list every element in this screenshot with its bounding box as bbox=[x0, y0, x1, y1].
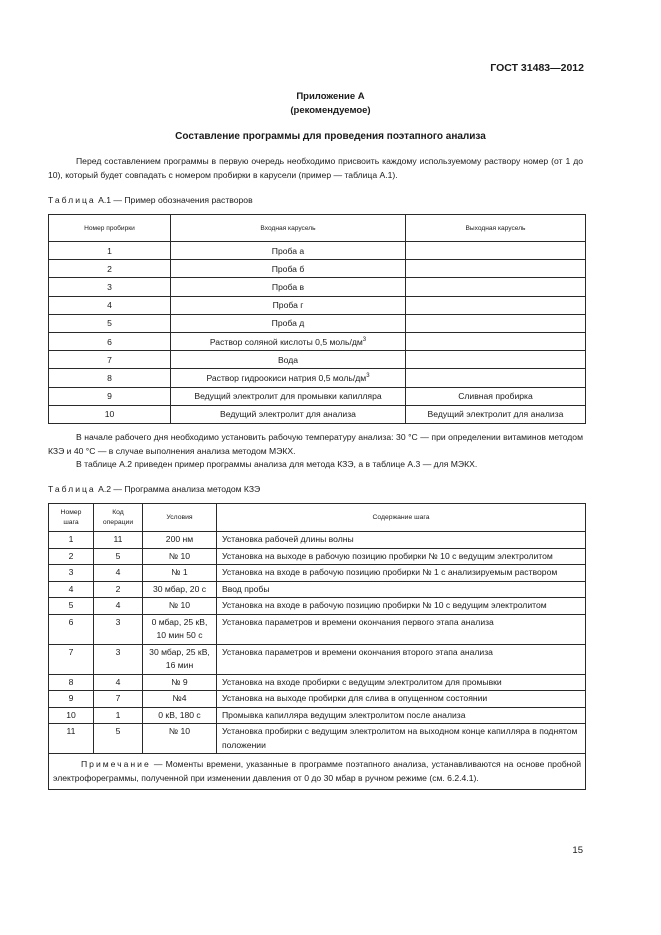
table2-caption bbox=[48, 484, 260, 494]
input-carousel-cell bbox=[171, 314, 406, 332]
page-number: 15 bbox=[572, 845, 583, 856]
input-carousel-text: Раствор соляной кислоты 0,5 моль/дм bbox=[209, 336, 363, 347]
output-carousel-cell bbox=[406, 314, 586, 332]
unit-superscript: 3 bbox=[366, 373, 370, 380]
table1-row bbox=[49, 278, 586, 296]
table2-row bbox=[49, 565, 586, 582]
note-label: Примечание bbox=[81, 759, 151, 769]
table1-header-output: Выходная карусель bbox=[406, 215, 586, 242]
section-title: Составление программы для проведения поэтапного анализа bbox=[175, 131, 486, 142]
table2-caption-text: А.2 — Программа анализа методом КЗЭ bbox=[98, 484, 261, 494]
table1-row bbox=[49, 387, 586, 405]
input-carousel-cell bbox=[171, 332, 406, 350]
step-content-cell: Промывка капилляра ведущим электролитом после анализа bbox=[217, 707, 586, 724]
tube-number-cell: 1 bbox=[49, 242, 171, 260]
step-number-cell: 7 bbox=[49, 644, 94, 674]
table1-header-input: Входная карусель bbox=[171, 215, 406, 242]
tube-number-cell: 5 bbox=[49, 314, 171, 332]
table1-caption-word: Таблица bbox=[48, 195, 96, 205]
table1-row bbox=[49, 314, 586, 332]
step-content-cell: Ввод пробы bbox=[217, 581, 586, 598]
tube-number-cell: 4 bbox=[49, 296, 171, 314]
input-carousel-text: Проба а bbox=[271, 245, 305, 256]
temperature-paragraph: В начале рабочего дня необходимо установить рабочую температуру анализа: 30 °С — при определении витаминов методом КЗЭ и 40 °С — в случае выполнения анализа методом МЭКХ. bbox=[48, 432, 583, 456]
step-number-cell: 1 bbox=[49, 532, 94, 549]
table2-row bbox=[49, 707, 586, 724]
tube-number-cell: 9 bbox=[49, 387, 171, 405]
output-carousel-cell bbox=[406, 296, 586, 314]
table1-caption bbox=[48, 195, 253, 205]
output-carousel-cell bbox=[406, 278, 586, 296]
step-number-cell: 6 bbox=[49, 614, 94, 644]
output-carousel-cell bbox=[406, 260, 586, 278]
tube-number-cell: 6 bbox=[49, 332, 171, 350]
table1-header-tube: Номер пробирки bbox=[49, 215, 171, 242]
operation-code-cell: 7 bbox=[94, 691, 143, 708]
table2-row bbox=[49, 581, 586, 598]
operation-code-cell: 4 bbox=[94, 565, 143, 582]
input-carousel-text: Ведущий электролит для анализа bbox=[220, 409, 356, 420]
step-content-cell: Установка на входе пробирки с ведущим электролитом для промывки bbox=[217, 674, 586, 691]
annex-status: (рекомендуемое) bbox=[290, 105, 371, 116]
intro-paragraph: Перед составлением программы в первую очередь необходимо присвоить каждому используемому раствору номер (от 1 до 10), который будет совпадать с номером пробирки в карусели (пример — таблица А.1). bbox=[48, 156, 583, 180]
annex-heading bbox=[0, 90, 661, 118]
operation-code-cell: 5 bbox=[94, 724, 143, 754]
step-number-cell: 9 bbox=[49, 691, 94, 708]
conditions-cell: №4 bbox=[143, 691, 217, 708]
input-carousel-text: Вода bbox=[277, 354, 299, 365]
program-table bbox=[48, 503, 586, 790]
input-carousel-text: Проба д bbox=[271, 318, 305, 329]
step-number-cell: 4 bbox=[49, 581, 94, 598]
tube-number-cell: 3 bbox=[49, 278, 171, 296]
output-carousel-cell bbox=[406, 351, 586, 369]
input-carousel-text: Проба г bbox=[272, 300, 304, 311]
operation-code-cell: 1 bbox=[94, 707, 143, 724]
step-number-cell: 10 bbox=[49, 707, 94, 724]
operation-code-cell: 11 bbox=[94, 532, 143, 549]
input-carousel-text: Ведущий электролит для промывки капилляра bbox=[194, 391, 382, 402]
step-content-cell: Установка на входе в рабочую позицию пробирки № 1 с анализируемым раствором bbox=[217, 565, 586, 582]
operation-code-cell: 3 bbox=[94, 644, 143, 674]
conditions-cell: 30 мбар, 20 с bbox=[143, 581, 217, 598]
operation-code-cell: 3 bbox=[94, 614, 143, 644]
table2-row bbox=[49, 598, 586, 615]
table1-row bbox=[49, 351, 586, 369]
output-carousel-cell bbox=[406, 242, 586, 260]
table1-caption-text: А.1 — Пример обозначения растворов bbox=[98, 195, 253, 205]
step-content-cell: Установка параметров и времени окончания первого этапа анализа bbox=[217, 614, 586, 644]
table2-row bbox=[49, 724, 586, 754]
step-content-cell: Установка на входе в рабочую позицию пробирки № 10 с ведущим электролитом bbox=[217, 598, 586, 615]
table2-row bbox=[49, 691, 586, 708]
step-number-cell: 2 bbox=[49, 548, 94, 565]
annex-title: Приложение А bbox=[296, 91, 365, 102]
table1-row bbox=[49, 260, 586, 278]
solutions-table bbox=[48, 214, 586, 424]
table2-header-content: Содержание шага bbox=[217, 504, 586, 532]
conditions-cell: № 10 bbox=[143, 724, 217, 754]
input-carousel-cell bbox=[171, 369, 406, 387]
operation-code-cell: 5 bbox=[94, 548, 143, 565]
input-carousel-text: Проба в bbox=[271, 281, 305, 292]
step-content-cell: Установка рабочей длины волны bbox=[217, 532, 586, 549]
output-carousel-cell bbox=[406, 332, 586, 350]
input-carousel-cell bbox=[171, 296, 406, 314]
table2-row bbox=[49, 614, 586, 644]
conditions-cell: 200 нм bbox=[143, 532, 217, 549]
output-carousel-cell: Сливная пробирка bbox=[406, 387, 586, 405]
conditions-cell: № 10 bbox=[143, 598, 217, 615]
conditions-cell: 30 мбар, 25 кВ, 16 мин bbox=[143, 644, 217, 674]
input-carousel-text: Проба б bbox=[271, 263, 305, 274]
step-number-cell: 3 bbox=[49, 565, 94, 582]
unit-superscript: 3 bbox=[362, 336, 367, 343]
table1-row bbox=[49, 369, 586, 387]
examples-paragraph: В таблице А.2 приведен пример программы анализа для метода КЗЭ, а в таблице А.3 — для МЭКХ. bbox=[76, 459, 478, 469]
table1-row bbox=[49, 332, 586, 350]
step-content-cell: Установка параметров и времени окончания второго этапа анализа bbox=[217, 644, 586, 674]
input-carousel-cell bbox=[171, 260, 406, 278]
step-number-cell: 11 bbox=[49, 724, 94, 754]
output-carousel-cell: Ведущий электролит для анализа bbox=[406, 405, 586, 423]
input-carousel-cell bbox=[171, 405, 406, 423]
step-content-cell: Установка на выходе в рабочую позицию пробирки № 10 с ведущим электролитом bbox=[217, 548, 586, 565]
input-carousel-cell bbox=[171, 351, 406, 369]
conditions-cell: 0 мбар, 25 кВ, 10 мин 50 с bbox=[143, 614, 217, 644]
table2-caption-word: Таблица bbox=[48, 484, 96, 494]
conditions-cell: № 10 bbox=[143, 548, 217, 565]
operation-code-cell: 4 bbox=[94, 598, 143, 615]
table1-row bbox=[49, 405, 586, 423]
input-carousel-cell bbox=[171, 387, 406, 405]
tube-number-cell: 2 bbox=[49, 260, 171, 278]
step-number-cell: 8 bbox=[49, 674, 94, 691]
table2-row bbox=[49, 644, 586, 674]
operation-code-cell: 2 bbox=[94, 581, 143, 598]
note-text: — Моменты времени, указанные в программе поэтапного анализа, устанавливаются на основе пробной электрофореграммы, полученной при изменении давления от 0 до 30 мбар в ручном режиме (см. 6.2.4.1). bbox=[53, 759, 581, 783]
tube-number-cell: 8 bbox=[49, 369, 171, 387]
standard-number: ГОСТ 31483—2012 bbox=[490, 62, 584, 74]
operation-code-cell: 4 bbox=[94, 674, 143, 691]
tube-number-cell: 10 bbox=[49, 405, 171, 423]
output-carousel-cell bbox=[406, 369, 586, 387]
input-carousel-text: Раствор гидроокиси натрия 0,5 моль/дм bbox=[206, 372, 367, 383]
table2-header-code: Код операции bbox=[94, 504, 143, 532]
table2-row bbox=[49, 674, 586, 691]
table2-header-conditions: Условия bbox=[143, 504, 217, 532]
table1-row bbox=[49, 296, 586, 314]
table2-header-step: Номер шага bbox=[49, 504, 94, 532]
table2-row bbox=[49, 548, 586, 565]
step-number-cell: 5 bbox=[49, 598, 94, 615]
conditions-cell: № 9 bbox=[143, 674, 217, 691]
step-content-cell: Установка на выходе пробирки для слива в опущенном состоянии bbox=[217, 691, 586, 708]
table1-row bbox=[49, 242, 586, 260]
input-carousel-cell bbox=[171, 242, 406, 260]
input-carousel-cell bbox=[171, 278, 406, 296]
table2-row bbox=[49, 532, 586, 549]
table2-note bbox=[49, 754, 586, 790]
conditions-cell: 0 кВ, 180 с bbox=[143, 707, 217, 724]
tube-number-cell: 7 bbox=[49, 351, 171, 369]
conditions-cell: № 1 bbox=[143, 565, 217, 582]
step-content-cell: Установка пробирки с ведущим электролитом на выходном конце капилляра в поднятом положении bbox=[217, 724, 586, 754]
